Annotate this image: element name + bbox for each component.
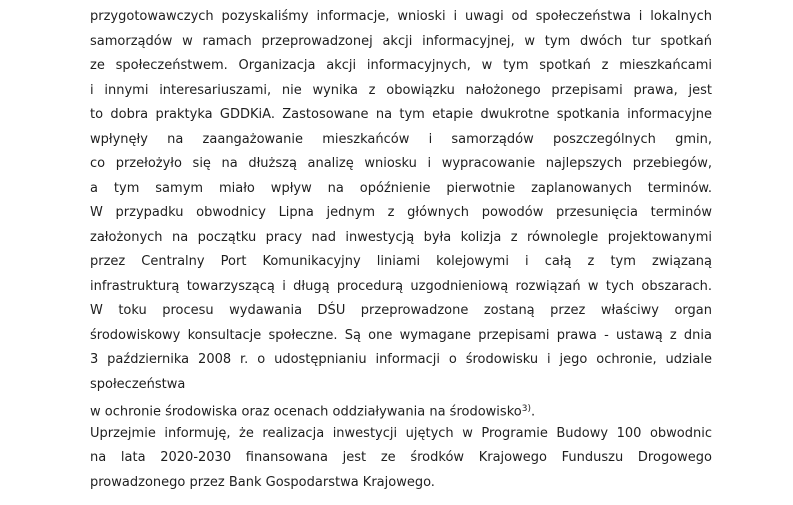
text-line (90, 54, 712, 79)
line-text: ze społeczeństwem. Organizacja akcji informacyjnych, w tym spotkań z mieszkańcami (90, 58, 712, 73)
line-text: społeczeństwa (90, 376, 186, 392)
text-line (90, 324, 712, 349)
line-text: w ochronie środowiska oraz ocenach oddziaływania na środowisko (90, 404, 522, 420)
line-text: prowadzonego przez Bank Gospodarstwa Krajowego. (90, 474, 435, 490)
text-line (90, 79, 712, 104)
line-text: wpłynęły na zaangażowanie mieszkańców i samorządów poszczególnych gmin, (90, 131, 712, 147)
line-text: Uprzejmie informuję, że realizacja inwestycji ujętych w Programie Budowy 100 obwodnic (90, 425, 712, 441)
line-text: założonych na początku pracy nad inwestycją była kolizja z równolegle projektowanymi (90, 229, 712, 245)
text-line (90, 373, 712, 398)
text-line (90, 226, 712, 251)
text-line (90, 103, 712, 128)
line-text: co przełożyło się na dłuższą analizę wniosku i wypracowanie najlepszych przebiegów, (90, 156, 712, 171)
text-line (90, 299, 712, 324)
text-line (90, 30, 712, 55)
line-text: W przypadku obwodnicy Lipna jednym z głównych powodów przesunięcia terminów (90, 205, 712, 220)
text-line (90, 397, 712, 422)
text-line (90, 446, 712, 471)
text-line (90, 471, 712, 496)
text-line (90, 128, 712, 153)
line-text: środowiskowy konsultacje społeczne. Są one wymagane przepisami prawa - ustawą z dnia (90, 327, 712, 343)
text-line (90, 177, 712, 202)
line-text: przygotowawczych pozyskaliśmy informacje, wnioski i uwagi od społeczeństwa i lokalnych (90, 9, 712, 24)
line-text: 3 października 2008 r. o udostępnianiu informacji o środowisku i jego ochronie, udziale (90, 352, 712, 367)
text-line (90, 250, 712, 275)
text-line (90, 201, 712, 226)
line-text: na lata 2020-2030 finansowana jest ze środków Krajowego Funduszu Drogowego (90, 450, 712, 465)
footnote-ref: 3) (521, 404, 531, 414)
text-line (90, 422, 712, 447)
line-text: samorządów w ramach przeprowadzonej akcji informacyjnej, w tym dwóch tur spotkań (90, 33, 712, 49)
text-line (90, 152, 712, 177)
text-line (90, 5, 712, 30)
text-line (90, 275, 712, 300)
line-text: to dobra praktyka GDDKiA. Zastosowane na tym etapie dwukrotne spotkania informacyjne (90, 107, 712, 122)
body-text-block (90, 5, 712, 495)
line-text: W toku procesu wydawania DŚU przeprowadzone zostaną przez właściwy organ (90, 303, 712, 318)
line-text: i innymi interesariuszami, nie wynika z obowiązku nałożonego przepisami prawa, jest (90, 82, 712, 98)
line-text: a tym samym miało wpływ na opóźnienie pierwotnie zaplanowanych terminów. (90, 180, 712, 196)
line-tail: . (530, 404, 536, 420)
line-text: przez Centralny Port Komunikacyjny liniami kolejowymi i całą z tym związaną (90, 254, 712, 269)
text-line (90, 348, 712, 373)
line-text: infrastrukturą towarzyszącą i długą procedurą uzgodnieniową rozwiązań w tych obszarach. (90, 278, 712, 294)
